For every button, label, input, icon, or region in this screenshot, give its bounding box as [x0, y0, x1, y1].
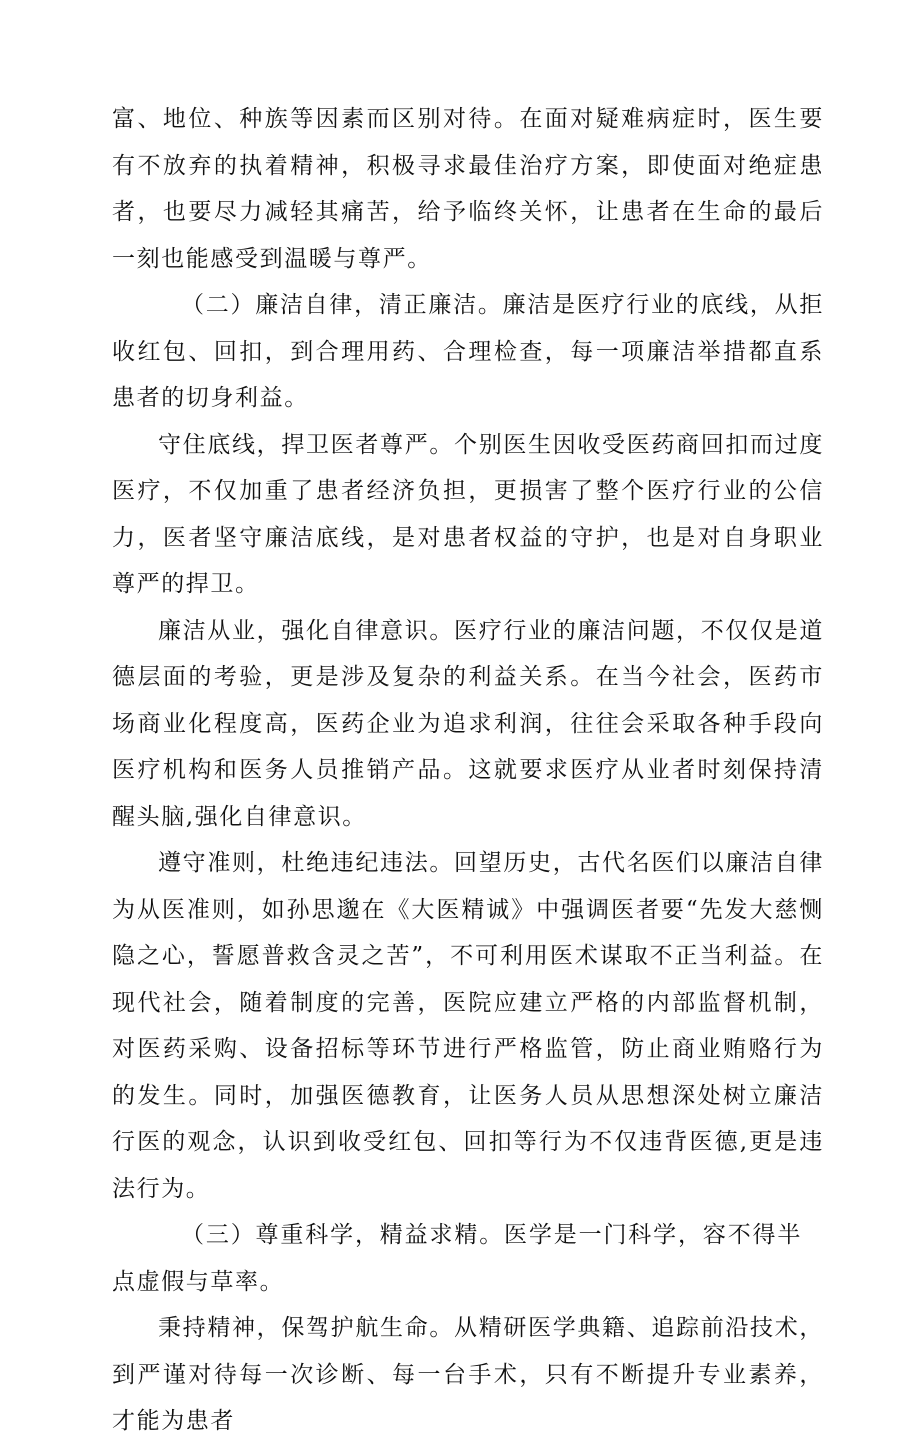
- paragraph-uphold-spirit: 秉持精神，保驾护航生命。从精研医学典籍、追踪前沿技术，到严谨对待每一次诊断、每一台手术，只有不断提升专业素养，才能为患者: [112, 1315, 824, 1434]
- paragraph-guard-bottom-line: 守住底线，捍卫医者尊严。个别医生因收受医药商回扣而过度医疗，不仅加重了患者经济负担，更损害了整个医疗行业的公信力，医者坚守廉洁底线，是对患者权益的守护，也是对自身职业尊严的捍卫。: [112, 431, 824, 597]
- paragraph-integrity-practice: 廉洁从业，强化自律意识。医疗行业的廉洁问题，不仅仅是道德层面的考验，更是涉及复杂的利益关系。在当今社会，医药市场商业化程度高，医药企业为追求利润，往往会采取各种手段向医疗机构和医务人员推销产品。这就要求医疗从业者时刻保持清醒头脑,强化自律意识。: [112, 617, 824, 830]
- paragraph-observe-rules: 遵守准则，杜绝违纪违法。回望历史，古代名医们以廉洁自律为从医准则，如孙思邈在《大医精诚》中强调医者要“先发大慈恻隐之心，誓愿普救含灵之苦”，不可利用医术谋取不正当利益。在现代社会，随着制度的完善，医院应建立严格的内部监督机制，对医药采购、设备招标等环节进行严格监管，防止商业贿赂行为的发生。同时，加强医德教育，让医务人员从思想深处树立廉洁行医的观念，认识到收受红包、回扣等行为不仅违背医德,更是违法行为。: [112, 850, 824, 1202]
- paragraph-continuation: 富、地位、种族等因素而区别对待。在面对疑难病症时，医生要有不放弃的执着精神，积极寻求最佳治疗方案，即使面对绝症患者，也要尽力减轻其痛苦，给予临终关怀，让患者在生命的最后一刻也能感受到温暖与尊严。: [112, 106, 824, 272]
- section-heading-two: （二）廉洁自律，清正廉洁。廉洁是医疗行业的底线，从拒收红包、回扣，到合理用药、合理检查，每一项廉洁举措都直系患者的切身利益。: [112, 292, 824, 411]
- section-heading-three: （三）尊重科学，精益求精。医学是一门科学，容不得半点虚假与草率。: [112, 1222, 802, 1295]
- document-body: [112, 96, 824, 1445]
